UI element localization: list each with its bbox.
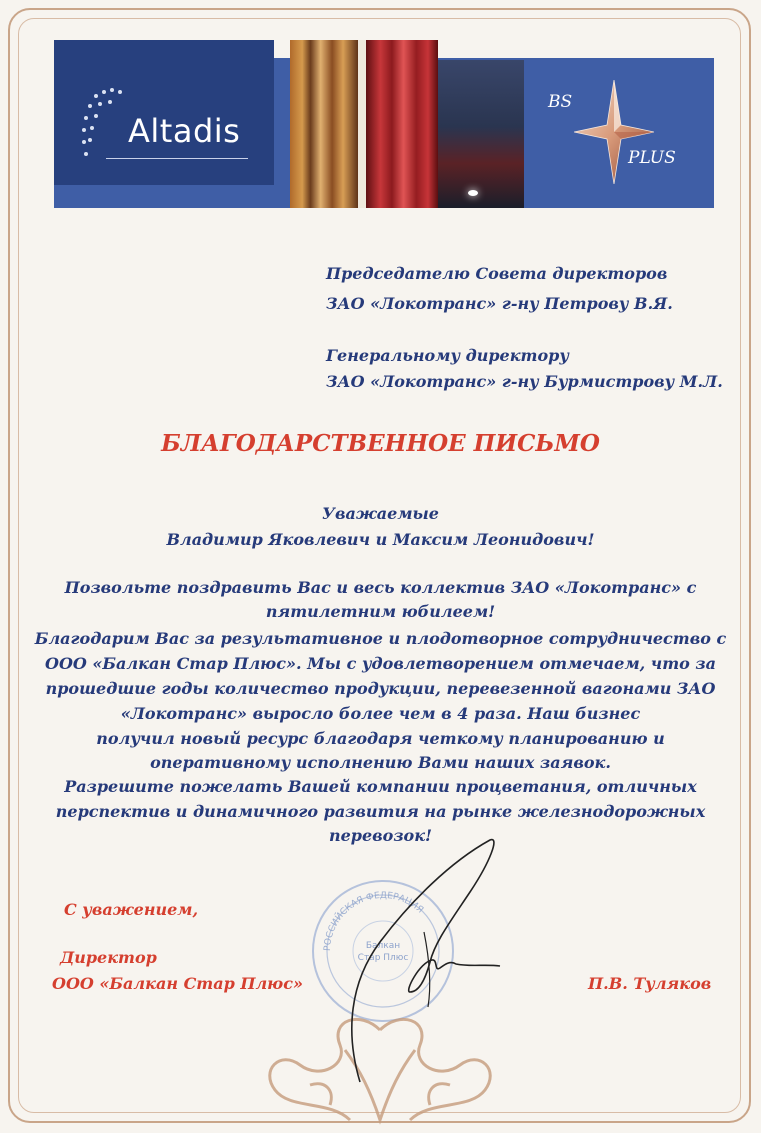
letter-title: БЛАГОДАРСТВЕННОЕ ПИСЬМО xyxy=(161,430,600,457)
plus-logo-text: PLUS xyxy=(628,148,676,168)
train-light xyxy=(468,190,478,196)
altadis-logo: Altadis xyxy=(128,112,241,150)
body-line: Благодарим Вас за результативное и плодотворное сотрудничество с xyxy=(34,629,727,648)
addressee-line: Генеральному директору xyxy=(326,346,569,365)
photo-divider xyxy=(358,40,366,208)
body-line: перспектив и динамичного развития на рынке железнодорожных xyxy=(55,802,706,821)
seal-text-middle: Балкан xyxy=(365,941,401,951)
body-line: пятилетним юбилеем! xyxy=(265,602,496,621)
signatory-company: ООО «Балкан Стар Плюс» xyxy=(52,974,303,993)
signatory-name: П.В. Туляков xyxy=(588,974,712,993)
seal-text-top: РОССИЙСКАЯ ФЕДЕРАЦИЯ xyxy=(322,890,425,952)
body-line: «Локотранс» выросло более чем в 4 раза. Наш бизнес xyxy=(120,704,641,723)
salutation-line: Уважаемые xyxy=(322,504,439,523)
body-line: прошедшие годы количество продукции, перевезенной вагонами ЗАО xyxy=(45,679,716,698)
body-line: перевозок! xyxy=(328,826,433,845)
photo-cigarettes xyxy=(290,40,358,208)
addressee-line: ЗАО «Локотранс» г-ну Бурмистрову М.Л. xyxy=(326,372,723,391)
salutation-line: Владимир Яковлевич и Максим Леонидович! xyxy=(166,530,595,549)
altadis-logo-panel xyxy=(54,40,274,185)
bs-logo-text: BS xyxy=(548,92,573,112)
body-line: Позвольте поздравить Вас и весь коллектив ЗАО «Локотранс» с xyxy=(64,578,697,597)
addressee-line: Председателю Совета директоров xyxy=(326,264,668,283)
handwritten-signature xyxy=(340,832,510,1087)
body-line: Разрешите пожелать Вашей компании процветания, отличных xyxy=(64,777,697,796)
seal-text-middle: Стар Плюс xyxy=(357,953,409,963)
body-line: ООО «Балкан Стар Плюс». Мы с удовлетворением отмечаем, что за xyxy=(45,654,716,673)
photo-train xyxy=(438,60,524,208)
addressee-line: ЗАО «Локотранс» г-ну Петрову В.Я. xyxy=(326,294,673,313)
altadis-underline xyxy=(106,158,248,159)
signatory-position: Директор xyxy=(60,948,157,967)
closing-regards: С уважением, xyxy=(64,900,199,919)
letterhead-banner xyxy=(54,40,714,208)
compass-star-icon xyxy=(574,80,654,184)
photo-red-wagons xyxy=(366,40,438,208)
body-line: получил новый ресурс благодаря четкому планированию и xyxy=(96,729,665,748)
body-line: оперативному исполнению Вами наших заявок. xyxy=(150,753,611,772)
